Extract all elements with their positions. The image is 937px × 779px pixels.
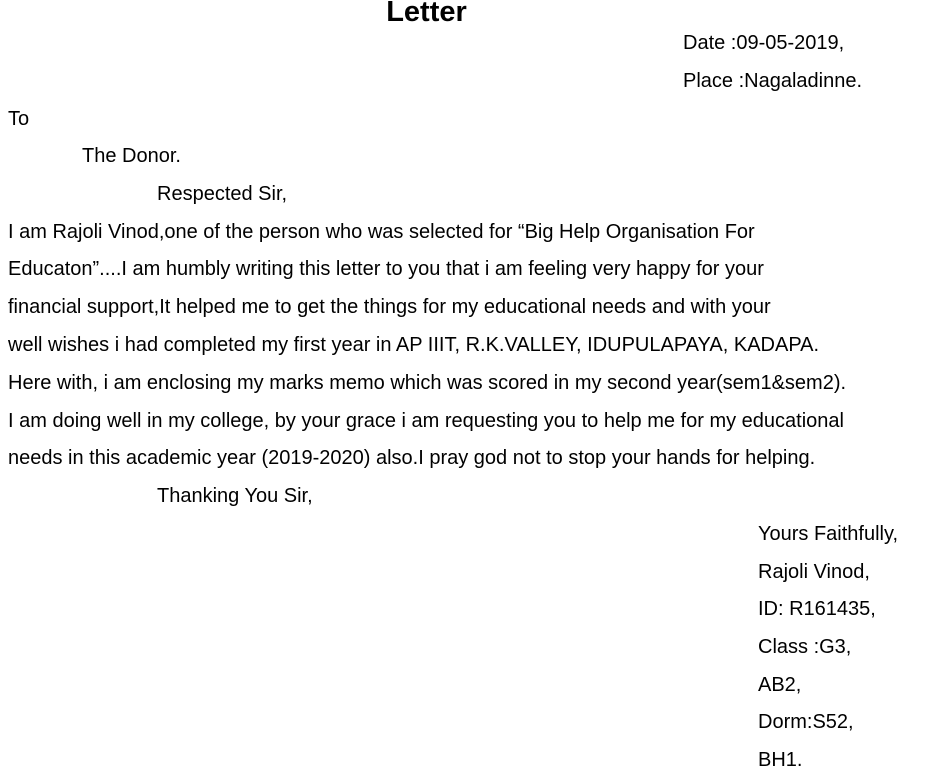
address-to: To <box>8 108 30 130</box>
closing-thanks: Thanking You Sir, <box>157 485 313 507</box>
letter-place: Place :Nagaladinne. <box>683 70 863 92</box>
signature-line: Dorm:S52, <box>758 711 854 733</box>
signature-line: Class :G3, <box>758 636 852 658</box>
address-recipient: The Donor. <box>82 145 181 167</box>
body-line: I am doing well in my college, by your grace i am requesting you to help me for my educational <box>8 410 844 432</box>
signature-line: ID: R161435, <box>758 598 876 620</box>
body-line: needs in this academic year (2019-2020) also.I pray god not to stop your hands for helping. <box>8 447 816 469</box>
signature-line: Yours Faithfully, <box>758 523 899 545</box>
signature-line: BH1. <box>758 749 803 771</box>
body-line: Here with, i am enclosing my marks memo which was scored in my second year(sem1&sem2). <box>8 372 847 394</box>
letter-date: Date :09-05-2019, <box>683 32 845 54</box>
signature-line: AB2, <box>758 674 802 696</box>
body-line: I am Rajoli Vinod,one of the person who was selected for “Big Help Organisation For <box>8 221 755 243</box>
page-title: Letter <box>386 0 467 28</box>
body-line: well wishes i had completed my first year in AP IIIT, R.K.VALLEY, IDUPULAPAYA, KADAPA. <box>8 334 820 356</box>
signature-line: Rajoli Vinod, <box>758 561 870 583</box>
body-line: financial support,It helped me to get the things for my educational needs and with your <box>8 296 771 318</box>
body-line: Educaton”....I am humbly writing this letter to you that i am feeling very happy for your <box>8 258 764 280</box>
salutation: Respected Sir, <box>157 183 288 205</box>
